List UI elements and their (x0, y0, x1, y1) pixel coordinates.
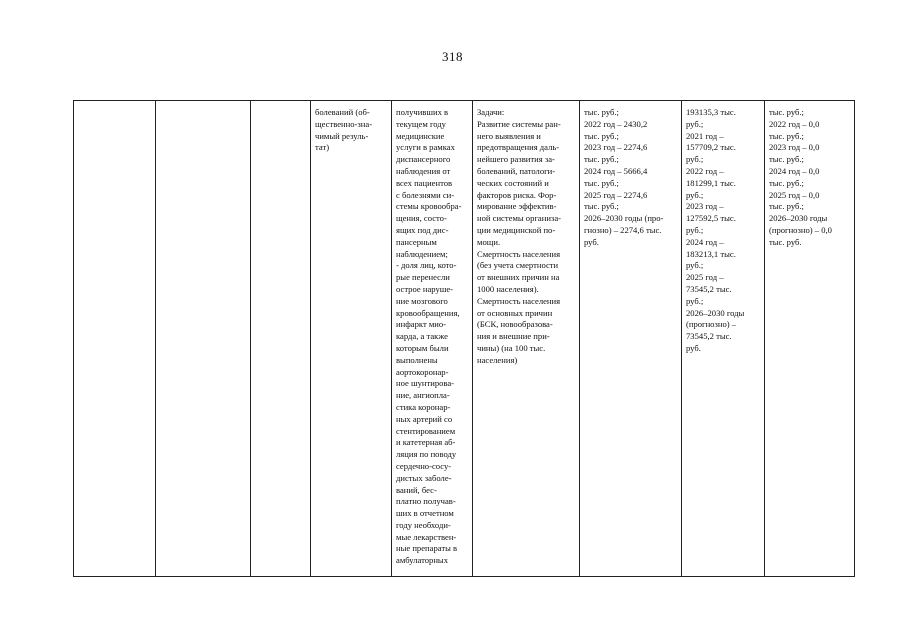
document-table (73, 100, 855, 577)
table-cell-indicator-description: получивших в текущем году медицинские услуги в рамках диспансерного наблюдения от всех пациентов с болезнями си- стемы кровообра- щения, состо- ящих под дис- пансерным наблюдением; - доля лиц, кото- рые перенесли острое наруше- ние мозгового кровообращения, инфаркт мио- карда, а также которым были выполнены аортокоронар- ное шунтирова- ние, ангиопла- стика коронар- ных артерий со стентированием и катетерная аб- ляция по поводу сердечно-сосу- дистых заболе- ваний, бес- платно получав- ших в отчетном году необходи- мые лекарствен- ные препараты в амбулаторных (392, 101, 473, 577)
table-cell-funding-b: 193135,3 тыс. руб.; 2021 год – 157709,2 тыс. руб.; 2022 год – 181299,1 тыс. руб.; 2023 год – 127592,5 тыс. руб.; 2024 год – 183213,1 тыс. руб.; 2025 год – 73545,2 тыс. руб.; 2026–2030 годы (прогнозно) – 73545,2 тыс. руб. (682, 101, 765, 577)
table-cell-funding-a: тыс. руб.; 2022 год – 2430,2 тыс. руб.; 2023 год – 2274,6 тыс. руб.; 2024 год – 5666,4 тыс. руб.; 2025 год – 2274,6 тыс. руб.; 2026–2030 годы (про- гнозно) – 2274,6 тыс. руб. (580, 101, 682, 577)
table-cell-funding-c: тыс. руб.; 2022 год – 0,0 тыс. руб.; 2023 год – 0,0 тыс. руб.; 2024 год – 0,0 тыс. руб.; 2025 год – 0,0 тыс. руб.; 2026–2030 годы (прогнозно) – 0,0 тыс. руб. (765, 101, 855, 577)
table-cell-col1 (74, 101, 156, 577)
table-cell-tasks: Задачи: Развитие системы ран- него выявления и предотвращения даль- нейшего развития за- болеваний, патологи- ческих состояний и факторов риска. Фор- мирование эффектив- ной системы организа- ции медицинской по- мощи. Смертность населения (без учета смертности от внешних причин на 1000 населения). Смертность населения от основных причин (БСК, новообразова- ния и внешние при- чины) (на 100 тыс. населения) (473, 101, 580, 577)
table-row (74, 101, 855, 577)
table-cell-col3 (251, 101, 311, 577)
table-cell-col2 (156, 101, 251, 577)
table-cell-result-type: болеваний (об- щественно-зна- чимый резуль- тат) (311, 101, 392, 577)
page-number: 318 (442, 49, 463, 64)
